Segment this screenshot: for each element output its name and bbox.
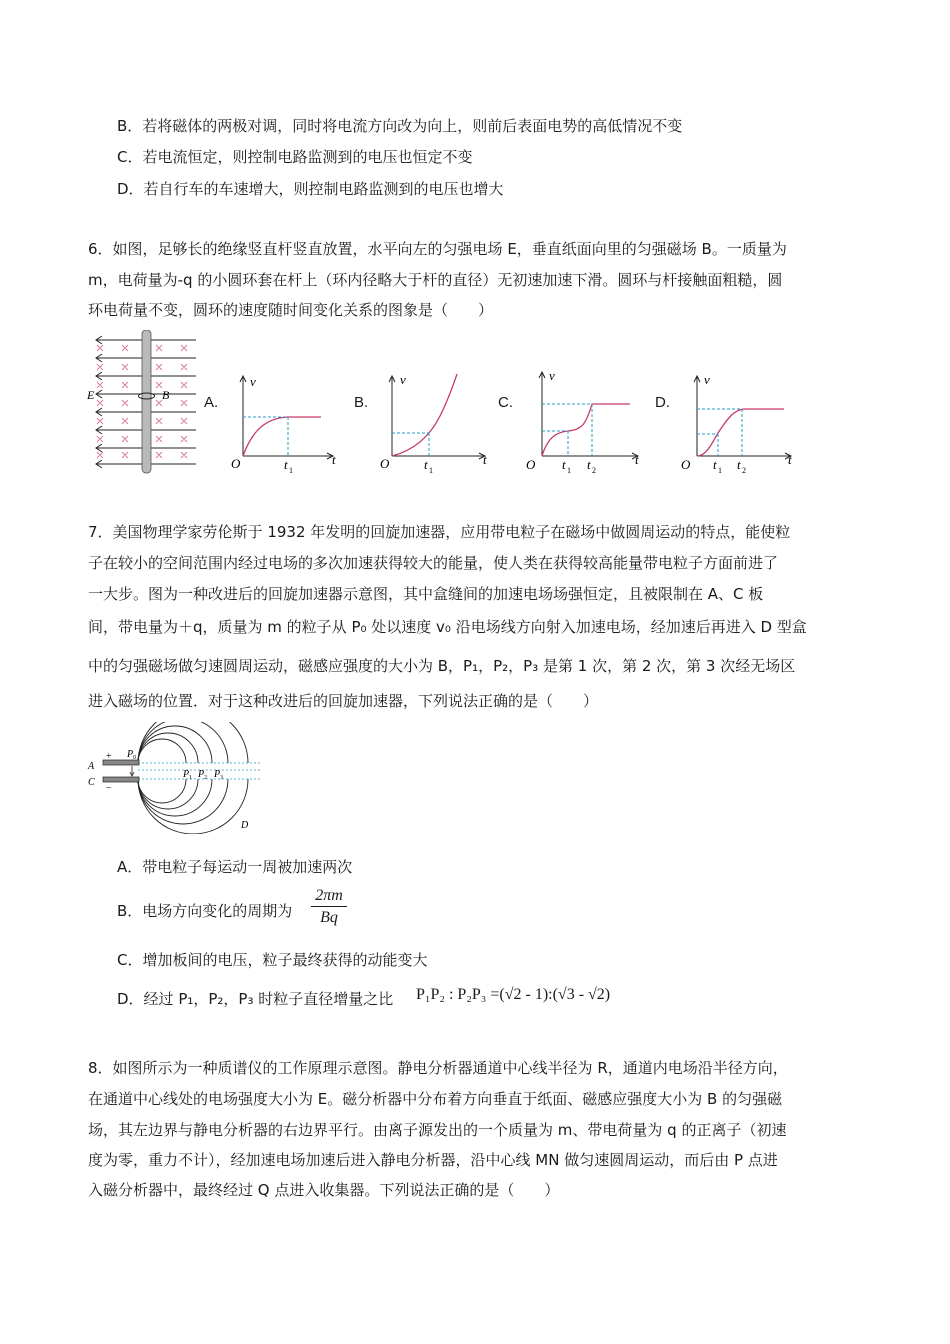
graph-c [520, 366, 645, 478]
graph-c-label: C. [498, 394, 513, 411]
graph-a-label: A. [204, 394, 219, 411]
p3-subscript: 3 [220, 775, 223, 781]
graph-b [375, 368, 495, 478]
axis-v-label: v [704, 372, 710, 387]
p2-subscript: 2 [204, 775, 207, 781]
field-e-label: E [87, 388, 95, 402]
period-numerator: 2πm [311, 886, 347, 907]
t2-label: t [587, 457, 591, 472]
t1-label: t [713, 457, 717, 472]
q5-option-c: C．若电流恒定，则控制电路监测到的电压也恒定不变 [117, 148, 473, 166]
t1-label: t [424, 457, 428, 472]
p3-label: P [214, 769, 221, 780]
q7-stem-line1: 7．美国物理学家劳伦斯于 1932 年发明的回旋加速器，应用带电粒子在磁场中做圆周运动的特点，能使粒 [88, 523, 791, 541]
p2-label: P [198, 769, 205, 780]
plus-sign: + [106, 751, 112, 762]
q7-stem-line6: 进入磁场的位置．对于这种改进后的回旋加速器，下列说法正确的是（ ） [88, 692, 599, 710]
q5-option-d: D．若自行车的车速增大，则控制电路监测到的电压也增大 [117, 180, 504, 198]
q7-stem-line4: 间，带电量为＋q，质量为 m 的粒子从 P₀ 处以速度 v₀ 沿电场线方向射入加速电场，经加速后再进入 D 型盒 [88, 618, 807, 636]
p1-label: P [183, 769, 190, 780]
graph-d-label: D. [655, 394, 670, 411]
axis-v-label: v [400, 372, 406, 387]
graph-a [228, 368, 343, 478]
q6-field-figure [84, 330, 204, 475]
origin-label: O [231, 456, 241, 471]
field-b-label: B [162, 388, 170, 402]
q8-stem-line5: 入磁分析器中，最终经过 Q 点进入收集器。下列说法正确的是（ ） [88, 1181, 560, 1199]
plate-a-label: A [88, 761, 95, 772]
axis-t-label: t [332, 452, 336, 467]
t1-subscript: 1 [567, 466, 571, 475]
t2-subscript: 2 [742, 466, 746, 475]
t1-subscript: 1 [718, 466, 722, 475]
t1-label: t [284, 457, 288, 472]
q7-option-d: D．经过 P₁，P₂，P₃ 时粒子直径增量之比 [117, 990, 394, 1008]
q8-stem-line4: 度为零，重力不计），经加速电场加速后进入静电分析器，沿中心线 MN 做匀速圆周运动，而后由 P 点进 [88, 1151, 778, 1169]
axis-t-label: t [635, 452, 639, 467]
p0-subscript: 0 [133, 755, 136, 761]
q8-stem-line3: 场，其左边界与静电分析器的右边界平行。由离子源发出的一个质量为 m、带电荷量为 q 的正离子（初速 [88, 1121, 787, 1139]
q7-stem-line2: 子在较小的空间范围内经过电场的多次加速获得较大的能量，使人类在获得较高能量带电粒子方面前进了 [88, 554, 779, 572]
axis-v-label: v [549, 368, 555, 383]
diameter-ratio-formula: P₁P₂ : P₂P₃ =(√2 - 1):(√3 - √2) [416, 986, 611, 1003]
t1-subscript: 1 [429, 466, 433, 475]
cyclotron-figure [86, 722, 266, 834]
q8-stem-line2: 在通道中心线处的电场强度大小为 E。磁分析器中分布着方向垂直于纸面、磁感应强度大小为 B 的匀强磁 [88, 1090, 783, 1108]
origin-label: O [380, 456, 390, 471]
q7-stem-line5: 中的匀强磁场做匀速圆周运动，磁感应强度的大小为 B，P₁，P₂，P₃ 是第 1 次，第 2 次，第 3 次经无场区 [88, 657, 796, 675]
origin-label: O [526, 457, 536, 472]
graph-b-label: B. [354, 394, 369, 411]
p0-label: P [127, 749, 134, 760]
q7-option-c: C．增加板间的电压，粒子最终获得的动能变大 [117, 951, 428, 969]
d-box-label: D [241, 820, 249, 831]
t1-subscript: 1 [289, 466, 293, 475]
minus-sign: − [106, 783, 112, 794]
q6-stem-line2: m，电荷量为-q 的小圆环套在杆上（环内径略大于杆的直径）无初速加速下滑。圆环与杆接触面粗糙，圆 [88, 271, 783, 289]
period-denominator: Bq [320, 909, 338, 926]
axis-t-label: t [483, 452, 487, 467]
q6-stem-line1: 6．如图，足够长的绝缘竖直杆竖直放置，水平向左的匀强电场 E，垂直纸面向里的匀强磁场 B。一质量为 [88, 240, 787, 258]
axis-t-label: t [788, 452, 792, 467]
t2-subscript: 2 [592, 466, 596, 475]
plate-c-label: C [88, 777, 95, 788]
q8-stem-line1: 8．如图所示为一种质谱仪的工作原理示意图。静电分析器通道中心线半径为 R，通道内电场沿半径方向， [88, 1059, 788, 1077]
q6-stem-line3: 环电荷量不变，圆环的速度随时间变化关系的图象是（ ） [88, 301, 494, 319]
q7-option-b: B．电场方向变化的周期为 [117, 902, 293, 920]
axis-v-label: v [250, 374, 256, 389]
q7-option-a: A．带电粒子每运动一周被加速两次 [117, 858, 353, 876]
graph-d [678, 368, 798, 478]
p1-subscript: 1 [189, 775, 192, 781]
t2-label: t [737, 457, 741, 472]
q5-option-b: B．若将磁体的两极对调，同时将电流方向改为向上，则前后表面电势的高低情况不变 [117, 117, 683, 135]
t1-label: t [562, 457, 566, 472]
q7-stem-line3: 一大步。图为一种改进后的回旋加速器示意图，其中盒缝间的加速电场场强恒定，且被限制在 A、C 板 [88, 585, 764, 603]
origin-label: O [681, 457, 691, 472]
